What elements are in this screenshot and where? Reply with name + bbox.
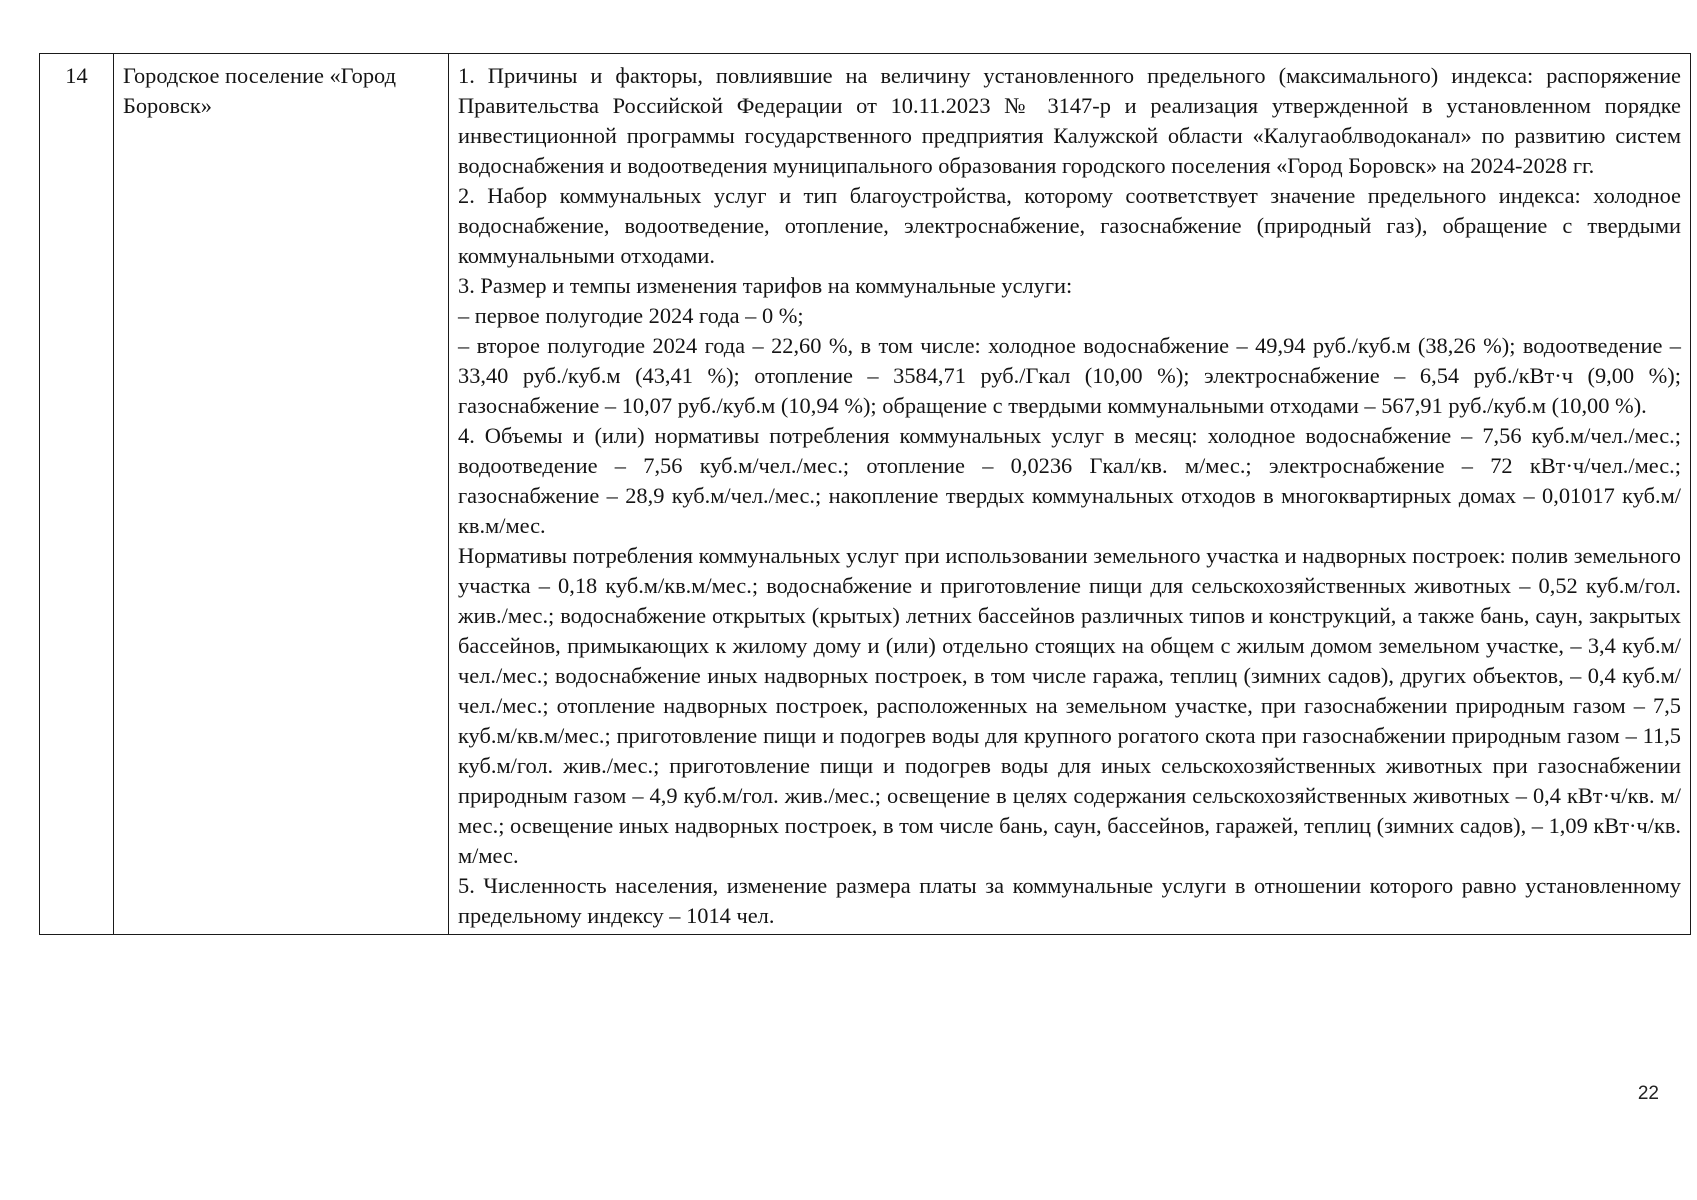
paragraph-tariff-heading: 3. Размер и темпы изменения тарифов на коммунальные услуги: [458,273,1073,298]
settlement-name: Городское поселение «Город Боровск» [123,63,396,118]
paragraph-first-half-2024: – первое полугодие 2024 года – 0 %; [458,303,804,328]
paragraph-population: 5. Численность населения, изменение размера платы за коммунальные услуги в отношении которого равно установленному предельному индексу – 1014 чел. [458,873,1681,928]
settlement-name-cell [114,54,449,935]
paragraph-reasons: 1. Причины и факторы, повлиявшие на величину установленного предельного (максимального) индекса: распоряжение Правительства Российской Федерации от 10.11.2023 № 3147-р и реализация утвержденной в установленном порядке инвестиционной программы государственного предприятия Калужской области «Калугаоблводоканал» по развитию систем водоснабжения и водоотведения муниципального образования городского поселения «Город Боровск» на 2024-2028 гг. [458,63,1681,178]
row-number: 14 [65,63,88,88]
paragraph-services-set: 2. Набор коммунальных услуг и тип благоустройства, которому соответствует значение предельного индекса: холодное водоснабжение, водоотведение, отопление, электроснабжение, газоснабжение (природный газ), обращение с твердыми коммунальными отходами. [458,183,1681,268]
table-row [40,54,1691,935]
row-number-cell [40,54,114,935]
paragraph-land-plot-norms: Нормативы потребления коммунальных услуг при использовании земельного участка и надворных построек: полив земельного участка – 0,18 куб.м/кв.м/мес.; водоснабжение и приготовление пищи для сельскохозяйственных животных – 0,52 куб.м/гол. жив./мес.; водоснабжение открытых (крытых) летних бассейнов различных типов и конструкций, а также бань, саун, закрытых бассейнов, примыкающих к жилому дому и (или) отдельно стоящих на общем с жилым домом земельном участке, – 3,4 куб.м/чел./мес.; водоснабжение иных надворных построек, в том числе гаража, теплиц (зимних садов), других объектов, – 0,4 куб.м/чел./мес.; отопление надворных построек, расположенных на земельном участке, при газоснабжении природным газом – 7,5 куб.м/кв.м/мес.; приготовление пищи и подогрев воды для крупного рогатого скота при газоснабжении природным газом – 11,5 куб.м/гол. жив./мес.; приготовление пищи и подогрев воды для иных сельскохозяйственных животных при газоснабжении природным газом – 4,9 куб.м/гол. жив./мес.; освещение в целях содержания сельскохозяйственных животных – 0,4 кВт·ч/кв. м/мес.; освещение иных надворных построек, в том числе бань, саун, бассейнов, гаражей, теплиц (зимних садов), – 1,09 кВт·ч/кв. м/мес. [458,543,1681,868]
paragraph-consumption-volumes: 4. Объемы и (или) нормативы потребления коммунальных услуг в месяц: холодное водоснабжение – 7,56 куб.м/чел./мес.; водоотведение – 7,56 куб.м/чел./мес.; отопление – 0,0236 Гкал/кв. м/мес.; электроснабжение – 72 кВт·ч/чел./мес.; газоснабжение – 28,9 куб.м/чел./мес.; накопление твердых коммунальных отходов в многоквартирных домах – 0,01017 куб.м/кв.м/мес. [458,423,1681,538]
index-details-cell [449,54,1691,935]
paragraph-second-half-2024: – второе полугодие 2024 года – 22,60 %, в том числе: холодное водоснабжение – 49,94 руб./куб.м (38,26 %); водоотведение – 33,40 руб./куб.м (43,41 %); отопление – 3584,71 руб./Гкал (10,00 %); электроснабжение – 6,54 руб./кВт·ч (9,00 %); газоснабжение – 10,07 руб./куб.м (10,94 %); обращение с твердыми коммунальными отходами – 567,91 руб./куб.м (10,00 %). [458,333,1681,418]
tariff-index-table [39,53,1691,935]
page-number: 22 [1637,1083,1659,1104]
